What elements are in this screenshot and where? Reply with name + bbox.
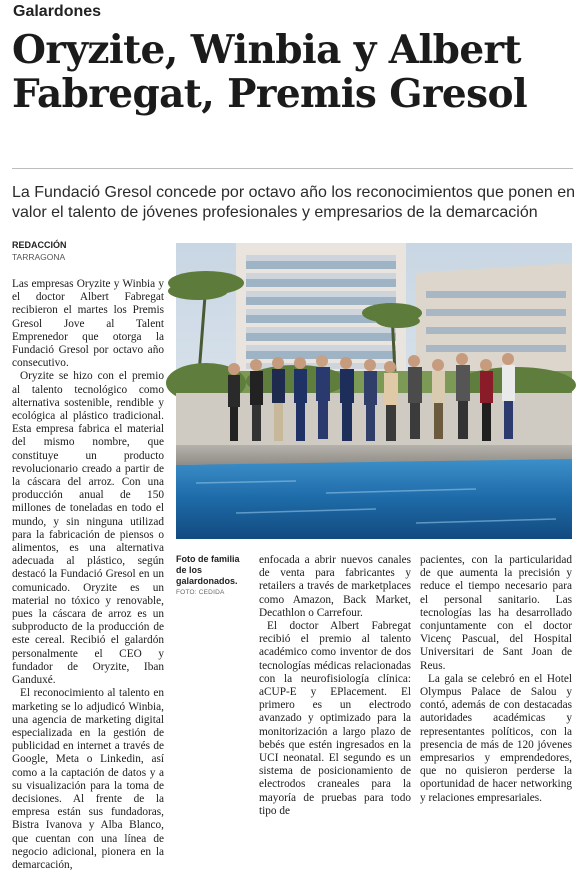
byline-location: TARRAGONA — [12, 252, 66, 262]
paragraph: El doctor Albert Fabregat recibió el premio al talento académico como inventor de dos tecnologías médicas relacionadas con la neurofisiología clínica: aCUP-E y EPlacement. El primero es un electrodo avanzado y optimizado para la monitorización a largo plazo de bebés que estén ingresados en la UCI neonatal. El segundo es un sistema de posicionamiento de electrodos craneales para la mayoría de pruebas para todo tipo de — [259, 620, 411, 817]
caption-text: Foto de familia de los galardonados. — [176, 554, 240, 586]
paragraph: Las empresas Oryzite y Winbia y el doctor Albert Fabregat recibieron el martes los Premis Gresol Jove al Talent Emprenedor que otorga la Fundació Gresol por octavo año consecutivo. — [12, 278, 164, 370]
body-column-3 — [420, 554, 572, 804]
paragraph: enfocada a abrir nuevos canales de venta para fabricantes y retailers a través de marketplaces como Amazon, Back Market, Decathlon o Carrefour. — [259, 554, 411, 619]
group-photo — [176, 243, 572, 539]
byline-author: REDACCIÓN — [12, 240, 67, 250]
byline — [12, 240, 67, 264]
subtitle: La Fundació Gresol concede por octavo año los reconocimientos que ponen en valor el talento de jóvenes profesionales y empresarios de la demarcación — [12, 184, 576, 221]
photo-credit: FOTO: CEDIDA — [176, 589, 225, 596]
photo-caption — [176, 554, 252, 596]
section-label: Galardones — [13, 3, 102, 20]
paragraph: Oryzite se hizo con el premio al talento tecnológico como alternativa sostenible, rendible y ecológica al plástico tradicional. Esta empresa fabrica el material del mismo nombre, que constituye un producto revolucionario creado a partir de la cáscara del arroz. Con una producción anual de 150 millones de toneladas en todo el mundo, y sin ninguna utilizad para la fabricación de piensos o alimentos, es una alternativa adecuada al plástico, según destacó la Fundació Gresol en un comunicado. Oryzite es un material no tóxico y renovable, pues la cáscara de arroz es un subproducto de la producción de este cereal. Recibió el galardón personalmente el CEO y fundador de Oryzite, Iban Ganduxé. — [12, 370, 164, 687]
paragraph: El reconocimiento al talento en marketing se lo adjudicó Winbia, una agencia de marketing digital especializada en la gestión de publicidad en internet a través de Google, Meta o Linkedin, así como a la captación de datos y a su visualización para la toma de decisiones. Al frente de la empresa están sus fundadoras, Bistra Ivanova y Alba Blanco, que cuentan con una línea de negocio adicional, pionera en la demarcación, — [12, 687, 164, 871]
body-column-2 — [259, 554, 411, 817]
paragraph: La gala se celebró en el Hotel Olympus Palace de Salou y contó, además de con destacadas autoridades académicas y representantes políticos, con la presencia de más de 120 jóvenes empresarios y emprendedores, que no quisieron perderse la oportunidad de hacer networking y relaciones empresariales. — [420, 672, 572, 804]
body-column-1 — [12, 278, 164, 871]
headline: Oryzite, Winbia y Albert Fabregat, Premis Gresol — [12, 27, 528, 117]
paragraph: pacientes, con la particularidad de que aumenta la precisión y reduce el tiempo necesario para el personal sanitario. Las tecnologías las ha desarrollado conjuntamente con el doctor Vicenç Pascual, del Hospital Universitari de Sant Joan de Reus. — [420, 554, 572, 672]
divider-top — [12, 168, 573, 169]
